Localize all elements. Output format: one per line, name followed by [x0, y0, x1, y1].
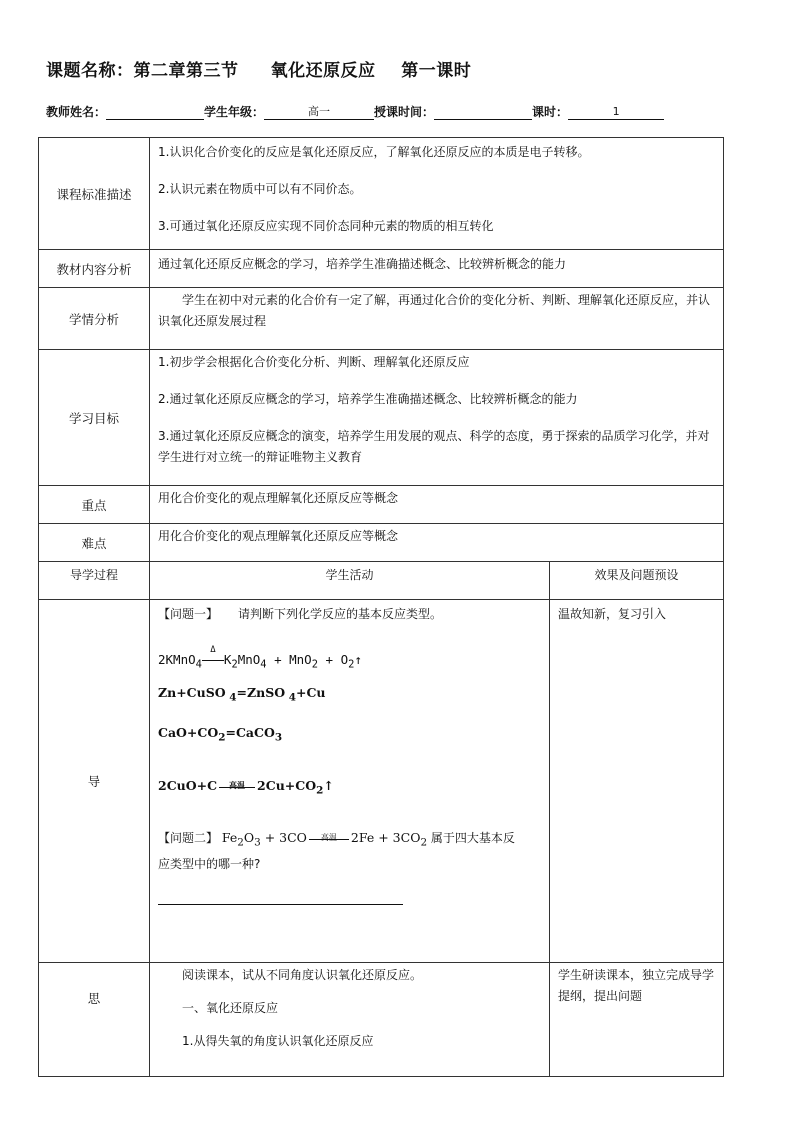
- goal-line-3: 3.通过氧化还原反应概念的演变，培养学生用发展的观点、科学的态度，勇于探索的品质学习化学，并对学生进行对立统一的辩证唯物主义教育: [158, 429, 710, 464]
- goal-line-2: 2.通过氧化还原反应概念的学习，培养学生准确描述概念、比较辨析概念的能力: [158, 392, 578, 406]
- up-arrow-icon: ↑: [323, 777, 334, 793]
- goals-label: 学习目标: [39, 350, 150, 486]
- answer-blank[interactable]: [158, 903, 403, 905]
- page-title: 课题名称：第二章第三节 氧化还原反应 第一课时: [46, 61, 472, 81]
- difficult-text-cell: [150, 524, 724, 562]
- q2-equation: $Fe_2O_3 + 3CO$ 高温 $2Fe + 3CO_2$: [222, 830, 427, 845]
- difficult-label: 难点: [39, 524, 150, 562]
- high-temp-condition: 高温: [320, 833, 337, 842]
- key-label: 重点: [39, 486, 150, 524]
- process-header-col2: 学生活动: [150, 562, 550, 600]
- process-header-col1: 导学过程: [39, 562, 150, 600]
- table-row: [39, 250, 724, 288]
- think-activity: [150, 963, 550, 1077]
- standard-line-2: 2.认识元素在物质中可以有不同价态。: [158, 182, 362, 196]
- think-line-3: 1.从得失氧的角度认识氧化还原反应: [182, 1034, 374, 1048]
- delta-condition: Δ: [210, 645, 216, 655]
- equation-2: Zn+CuSO $_4$=ZnSO $_4$+Cu: [158, 684, 326, 703]
- think-line-1: 阅读课本，试从不同角度认识氧化还原反应。: [182, 968, 423, 982]
- period-value: 1: [568, 105, 664, 120]
- lesson-info-line: [46, 103, 664, 120]
- think-effect-cell: [550, 963, 724, 1077]
- table-row: [39, 350, 724, 486]
- period-label: 课时：: [532, 105, 569, 119]
- time-label: 授课时间：: [374, 105, 435, 119]
- lesson-plan-table: [38, 137, 724, 1077]
- table-row: [39, 562, 724, 600]
- q1-text: 请判断下列化学反应的基本反应类型。: [238, 607, 443, 621]
- equation-3: $CaO+CO_2=CaCO_3$: [158, 725, 283, 744]
- guide-label: 导: [39, 600, 150, 963]
- content-text: 通过氧化还原反应概念的学习，培养学生准确描述概念、比较辨析概念的能力: [158, 257, 567, 271]
- guide-activity: [150, 600, 550, 963]
- think-line-2: 一、氧化还原反应: [182, 1001, 279, 1015]
- key-text-cell: [150, 486, 724, 524]
- grade-label: 学生年级：: [204, 105, 265, 119]
- teacher-value: [106, 105, 204, 120]
- table-row: [39, 600, 724, 963]
- learner-text-cell: [150, 288, 724, 350]
- table-row: [39, 288, 724, 350]
- standard-line-1: 1.认识化合价变化的反应是氧化还原反应，了解氧化还原反应的本质是电子转移。: [158, 145, 590, 159]
- learner-label: 学情分析: [39, 288, 150, 350]
- content-text-cell: [150, 250, 724, 288]
- key-text: 用化合价变化的观点理解氧化还原反应等概念: [158, 491, 399, 505]
- guide-effect-cell: [550, 600, 724, 963]
- standard-label: 课程标准描述: [39, 138, 150, 250]
- time-value: [434, 105, 532, 120]
- difficult-text: 用化合价变化的观点理解氧化还原反应等概念: [158, 529, 399, 543]
- q2-tag: 【问题二】: [158, 831, 219, 845]
- process-header-col3: 效果及问题预设: [550, 562, 724, 600]
- teacher-label: 教师姓名：: [46, 105, 107, 119]
- up-arrow-icon: ↑: [354, 652, 362, 667]
- equation-4: 2CuO+C 高温 $2Cu+CO_2↑$: [158, 775, 541, 802]
- q1-tag: 【问题一】: [158, 607, 219, 621]
- q2-text-continued: 应类型中的哪一种?: [158, 856, 261, 871]
- standard-content: [150, 138, 724, 250]
- question-2: 【问题二】 $Fe_2O_3 + 3CO$ 高温 $2Fe + 3CO_2$ 属于四大基本反: [158, 827, 541, 854]
- table-row: [39, 138, 724, 250]
- high-temp-condition: 高温: [229, 779, 246, 790]
- grade-value: 高一: [264, 105, 374, 120]
- think-effect: 学生研读课本，独立完成导学提纲，提出问题: [558, 968, 715, 1003]
- table-row: [39, 524, 724, 562]
- content-label: 教材内容分析: [39, 250, 150, 288]
- table-row: [39, 963, 724, 1077]
- goals-content: [150, 350, 724, 486]
- standard-line-3: 3.可通过氧化还原反应实现不同价态同种元素的物质的相互转化: [158, 219, 494, 233]
- goal-line-1: 1.初步学会根据化合价变化分析、判断、理解氧化还原反应: [158, 355, 470, 369]
- equation-1: 2KMnO$_4$ Δ $K_2MnO_4 + MnO_2$ + $O_2↑$: [158, 649, 541, 676]
- learner-text: 学生在初中对元素的化合价有一定了解，再通过化合价的变化分析、判断、理解氧化还原反应，并认识氧化还原发展过程: [158, 293, 711, 328]
- think-label: 思: [39, 963, 150, 1077]
- table-row: [39, 486, 724, 524]
- guide-effect: 温故知新，复习引入: [558, 607, 667, 621]
